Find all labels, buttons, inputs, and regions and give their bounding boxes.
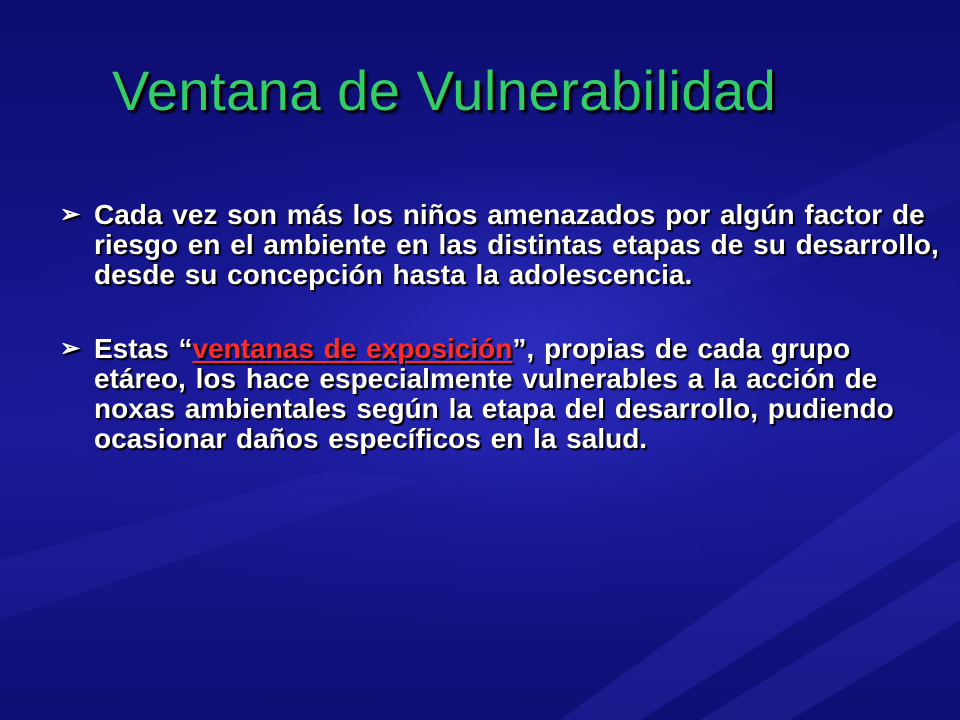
arrow-bullet-icon: ➢ [60, 201, 81, 228]
bullet-item-2 [60, 334, 940, 454]
highlight-term-link[interactable]: ventanas de exposición [192, 333, 513, 364]
arrow-bullet-icon: ➢ [60, 335, 81, 362]
bullet-text-1: Cada vez son más los niños amenazados por algún factor de riesgo en el ambiente en las distintas etapas de su desarrollo, desde su concepción hasta la adolescencia. [94, 199, 939, 290]
slide-title: Ventana de Vulnerabilidad [112, 59, 777, 122]
bullet-item-1 [60, 200, 940, 290]
bullet-list [60, 200, 940, 454]
bullet-text-2-prefix: Estas “ [94, 333, 193, 364]
bullet-text-2-suffix: ”, propias de cada grupo etáreo, los hace especialmente vulnerables a la acción de noxas ambientales según la etapa del desarrollo, pudiendo ocasionar daños específicos en la salud. [94, 333, 894, 454]
